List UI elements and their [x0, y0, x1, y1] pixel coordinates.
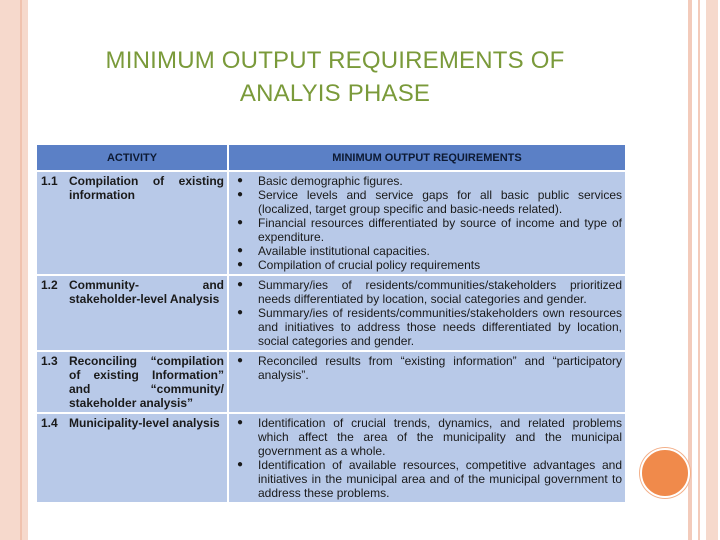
activity-label: Municipality-level analysis — [69, 416, 220, 430]
table-row — [36, 413, 626, 503]
list-item: ● Identification of crucial trends, dynamics, and related problems which affect the area of the municipality and the municipal government as a whole. — [237, 416, 622, 458]
slide-title — [40, 44, 630, 110]
right-border-decoration — [686, 0, 720, 540]
list-item: ● Financial resources differentiated by source of income and type of expenditure. — [237, 216, 622, 244]
activity-label: Compilation of existing information — [69, 174, 224, 202]
list-item: ● Basic demographic figures. — [237, 174, 403, 188]
activity-number: 1.2 — [41, 278, 58, 292]
slide-title-line2: ANALYIS PHASE — [239, 80, 431, 107]
list-item: ● Service levels and service gaps for all basic public services (localized, target group specific and basic-needs related). — [237, 188, 622, 216]
activity-cell — [36, 351, 228, 413]
table-row — [36, 275, 626, 351]
activity-cell — [36, 275, 228, 351]
header-requirements: MINIMUM OUTPUT REQUIREMENTS — [228, 144, 626, 171]
activity-label: Community- and stakeholder-level Analysis — [69, 278, 224, 306]
activity-cell — [36, 413, 228, 503]
accent-circle — [640, 448, 690, 498]
activity-number: 1.3 — [41, 354, 58, 368]
requirements-cell — [228, 413, 626, 503]
requirements-cell — [228, 171, 626, 275]
list-item: ● Reconciled results from “existing information” and “participatory analysis”. — [237, 354, 622, 382]
requirements-cell — [228, 351, 626, 413]
list-item: ● Compilation of crucial policy requirements — [237, 258, 481, 272]
table-row — [36, 171, 626, 275]
header-activity: ACTIVITY — [36, 144, 228, 171]
table-header-row — [36, 144, 626, 171]
slide-title-line1: MINIMUM OUTPUT REQUIREMENTS OF — [105, 47, 565, 74]
table-row — [36, 351, 626, 413]
left-border-decoration — [0, 0, 28, 540]
activity-number: 1.4 — [41, 416, 58, 430]
list-item: ● Summary/ies of residents/communities/stakeholders prioritized needs differentiated by location, social categories and gender. — [237, 278, 622, 306]
activity-label: Reconciling “compilation of existing Information” and “community/ stakeholder analysis” — [69, 354, 224, 410]
activity-number: 1.1 — [41, 174, 58, 188]
list-item: ● Identification of available resources, competitive advantages and initiatives in the municipal area and of the municipal government to address these problems. — [237, 458, 622, 500]
activity-cell — [36, 171, 228, 275]
list-item: ● Summary/ies of residents/communities/stakeholders own resources and initiatives to address those needs differentiated by location, social categories and gender. — [237, 306, 622, 348]
requirements-cell — [228, 275, 626, 351]
requirements-table — [35, 143, 627, 504]
list-item: ● Available institutional capacities. — [237, 244, 430, 258]
